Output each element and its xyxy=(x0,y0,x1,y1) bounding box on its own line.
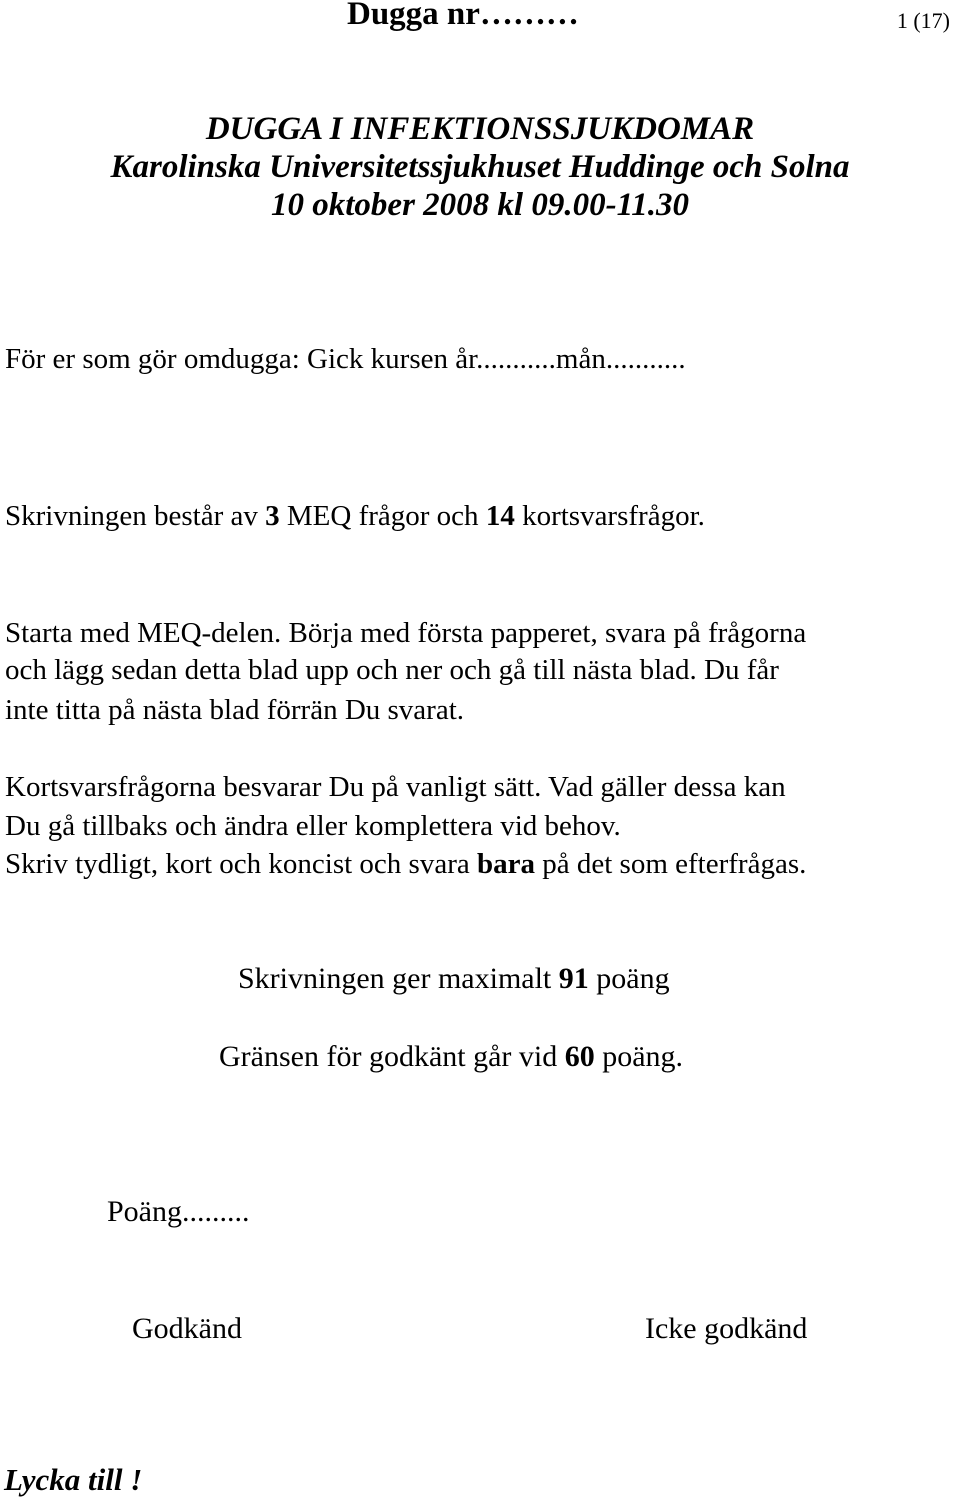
pass-limit: Gränsen för godkänt går vid 60 poäng. xyxy=(219,1040,684,1073)
closing-text: Lycka till ! xyxy=(4,1462,143,1497)
meq-instructions-line2: och lägg sedan detta blad upp och ner och gå till nästa blad. Du får xyxy=(5,654,779,686)
omdugga-line: För er som gör omdugga: Gick kursen år...........mån........... xyxy=(5,343,686,375)
short-instructions-line2: Du gå tillbaks och ändra eller komplettera vid behov. xyxy=(5,810,621,842)
exam-structure: Skrivningen består av 3 MEQ frågor och 14 kortsvarsfrågor. xyxy=(5,500,705,532)
header-title: Dugga nr……… xyxy=(347,0,579,32)
meq-count: 3 xyxy=(265,500,280,532)
exam-institution: Karolinska Universitetssjukhuset Huddinge och Solna xyxy=(110,149,850,185)
points-field-label: Poäng......... xyxy=(107,1195,250,1228)
max-points: Skrivningen ger maximalt 91 poäng xyxy=(238,962,670,995)
short-instructions-line1: Kortsvarsfrågorna besvarar Du på vanligt sätt. Vad gäller dessa kan xyxy=(5,771,786,803)
meq-instructions-line1: Starta med MEQ-delen. Börja med första papperet, svara på frågorna xyxy=(5,617,807,649)
meq-instructions-line3: inte titta på nästa blad förrän Du svarat. xyxy=(5,694,465,726)
page-number: 1 (17) xyxy=(896,8,950,33)
exam-date: 10 oktober 2008 kl 09.00-11.30 xyxy=(271,187,689,223)
short-question-count: 14 xyxy=(485,500,515,532)
exam-title: DUGGA I INFEKTIONSSJUKDOMAR xyxy=(205,111,755,147)
result-fail-label: Icke godkänd xyxy=(645,1312,808,1345)
result-pass-label: Godkänd xyxy=(132,1312,242,1345)
short-instructions-line3: Skriv tydligt, kort och koncist och svara bara på det som efterfrågas. xyxy=(5,848,807,880)
